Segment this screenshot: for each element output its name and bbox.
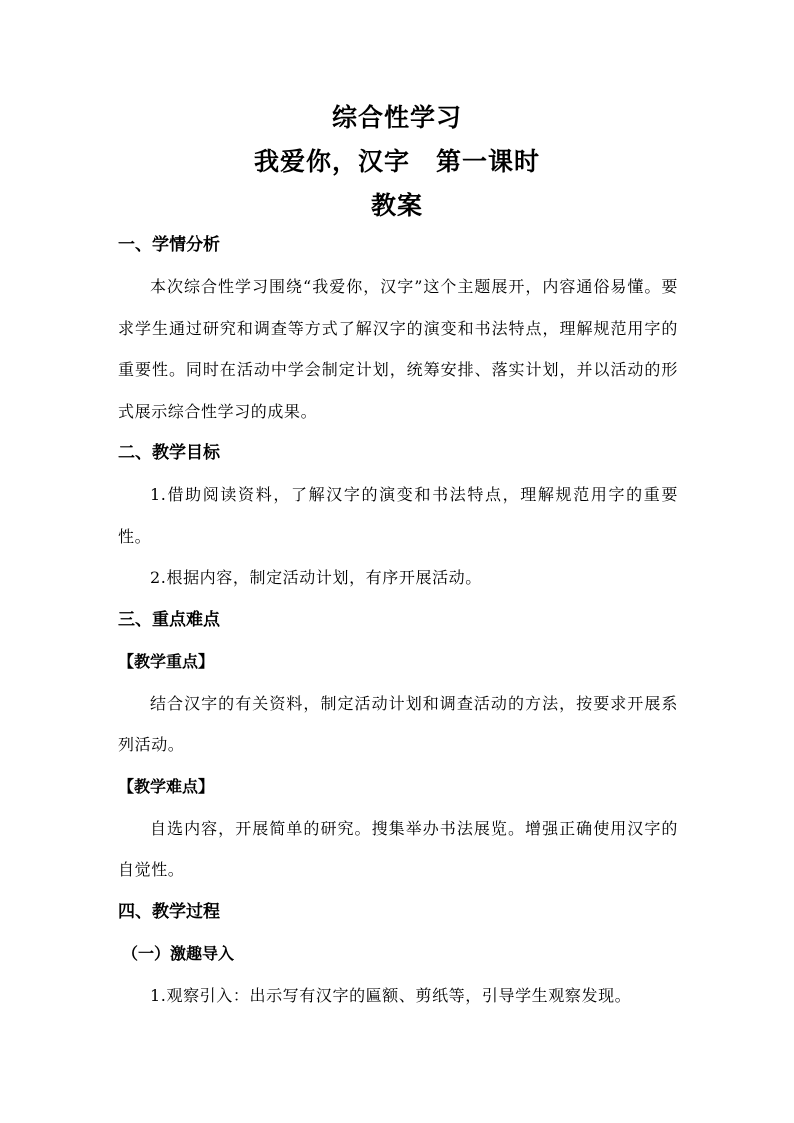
title-line-1: 综合性学习: [331, 103, 462, 132]
key-point-label: 【教学重点】: [118, 651, 215, 671]
difficulty-text: 自选内容，开展简单的研究。搜集举办书法展览。增强正确使用汉字的自觉性。: [118, 818, 678, 879]
subsection-heading-1: （一）激趣导入: [122, 943, 235, 963]
title-line-2: 我爱你，汉字 第一课时: [253, 147, 540, 176]
goal-item-2: 2.根据内容，制定活动计划，有序开展活动。: [150, 568, 482, 587]
goal-item-1: 1.借助阅读资料，了解汉字的演变和书法特点，理解规范用字的重要性。: [118, 485, 678, 546]
process-item-1: 1.观察引入：出示写有汉字的匾额、剪纸等，引导学生观察发现。: [150, 985, 632, 1005]
section-heading-1: 一、学情分析: [118, 235, 220, 255]
title-line-3: 教案: [370, 191, 423, 220]
section-heading-4: 四、教学过程: [118, 901, 220, 922]
difficulty-label: 【教学难点】: [118, 776, 215, 796]
title-block: [0, 96, 794, 228]
section-heading-3: 三、重点难点: [118, 609, 220, 630]
document-body: [118, 224, 678, 1016]
key-point-text: 结合汉字的有关资料，制定活动计划和调查活动的方法，按要求开展系列活动。: [118, 693, 678, 754]
section-heading-2: 二、教学目标: [118, 443, 220, 463]
section-1-paragraph: 本次综合性学习围绕“我爱你，汉字”这个主题展开，内容通俗易懂。要求学生通过研究和调查等方式了解汉字的演变和书法特点，理解规范用字的重要性。同时在活动中学会制定计划，统筹安排、落实计划，并以活动的形式展示综合性学习的成果。: [118, 277, 678, 421]
